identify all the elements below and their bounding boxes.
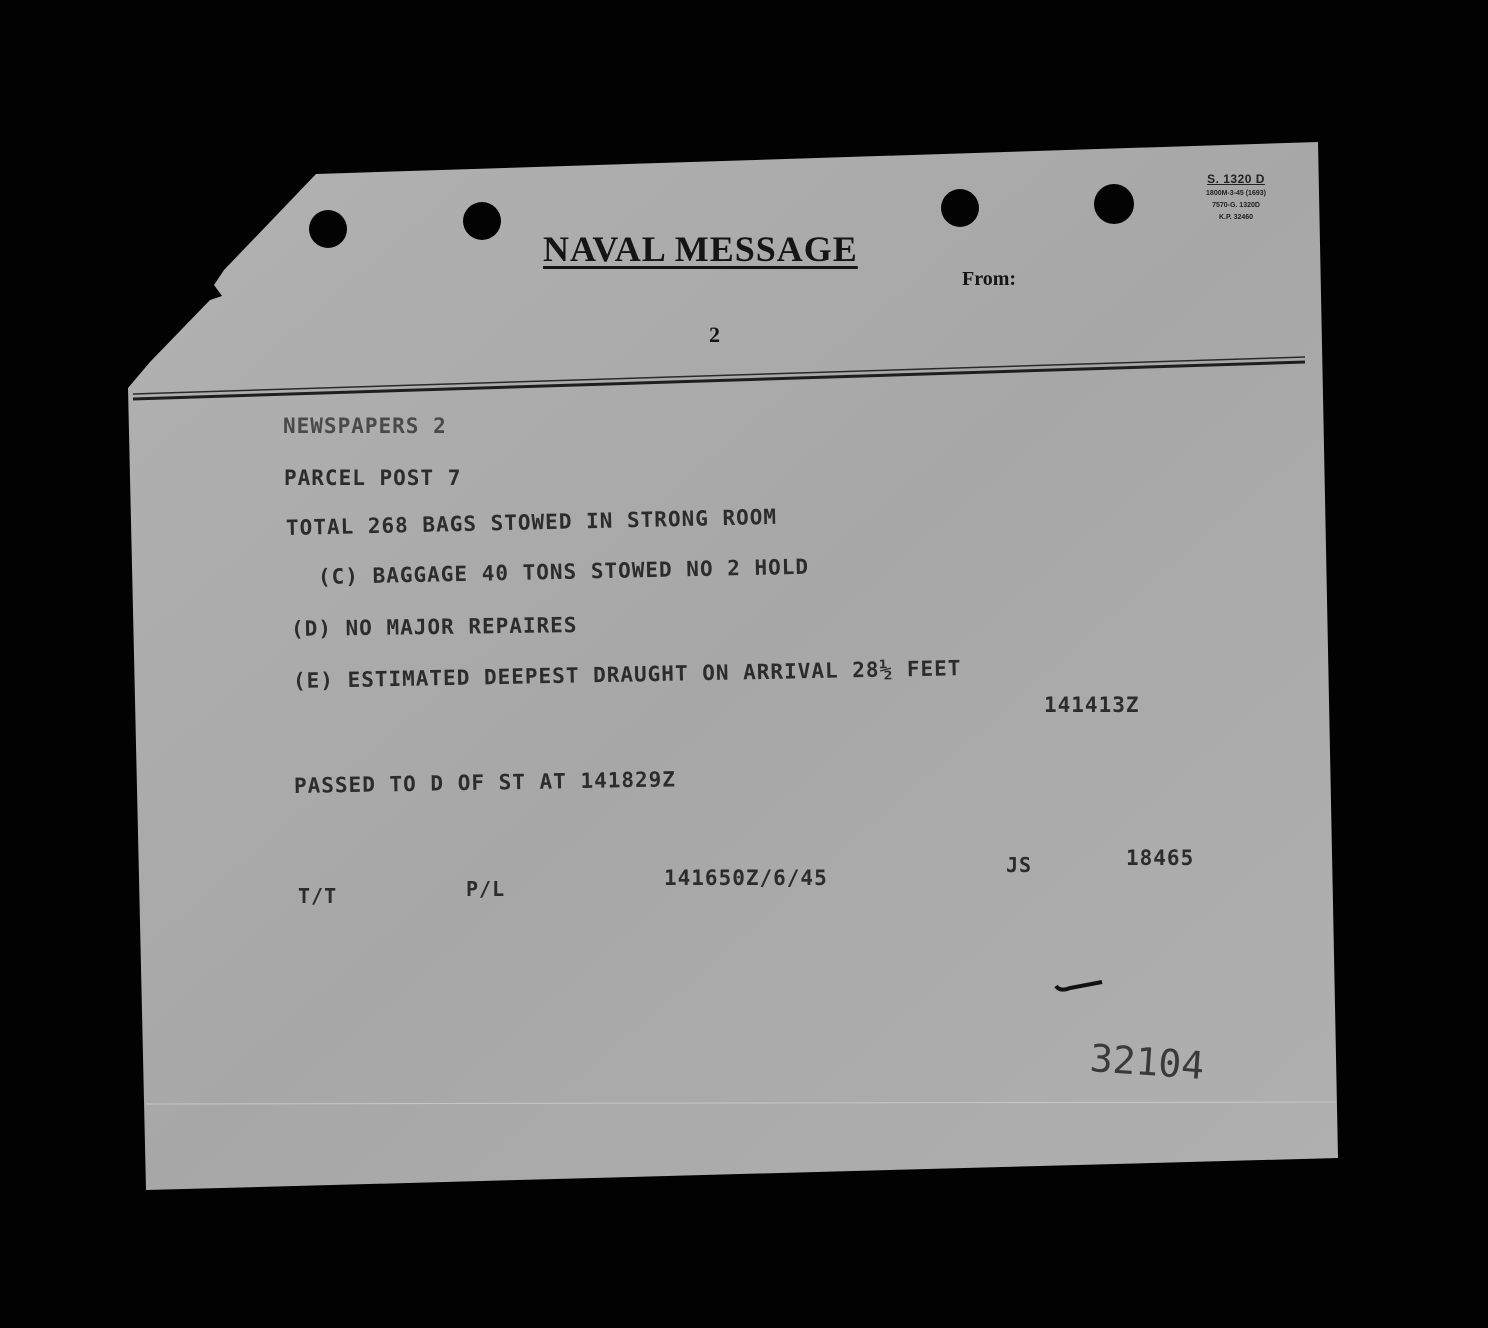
punch-hole-1	[309, 210, 347, 248]
message-line: NEWSPAPERS 2	[283, 414, 447, 438]
form-imprint-1: 1800M-3-45 (1693)	[1206, 190, 1266, 197]
punch-hole-4	[1094, 184, 1134, 224]
from-label: From:	[962, 268, 1017, 290]
form-number-block	[1184, 172, 1288, 222]
passed-line: PASSED TO D OF ST AT 141829Z	[293, 767, 677, 798]
message-line: (D) NO MAJOR REPAIRES	[290, 613, 578, 641]
form-title: NAVAL MESSAGE	[543, 229, 858, 269]
footer-tt: T/T	[298, 884, 338, 908]
form-number: S. 1320 D	[1207, 172, 1265, 186]
footer-serial: 18465	[1126, 846, 1195, 870]
punch-hole-2	[463, 202, 501, 240]
form-imprint-3: K.P. 32460	[1218, 214, 1254, 221]
footer-filed-time: 141650Z/6/45	[664, 866, 828, 890]
date-time-group: 141413Z	[1044, 693, 1140, 717]
message-line: (C) BAGGAGE 40 TONS STOWED NO 2 HOLD	[317, 554, 810, 589]
form-imprint-2: 7570-G. 1320D	[1212, 202, 1260, 209]
message-line: PARCEL POST 7	[284, 466, 462, 490]
footer-operator: JS	[1006, 853, 1033, 877]
message-line: (E) ESTIMATED DEEPEST DRAUGHT ON ARRIVAL 28½ FEET	[292, 656, 962, 693]
page-number: 2	[709, 322, 720, 347]
stamp-number: 32104	[1088, 1036, 1206, 1088]
message-line: TOTAL 268 BAGS STOWED IN STRONG ROOM	[285, 504, 778, 540]
footer-pl: P/L	[466, 877, 506, 901]
punch-hole-3	[941, 189, 979, 227]
